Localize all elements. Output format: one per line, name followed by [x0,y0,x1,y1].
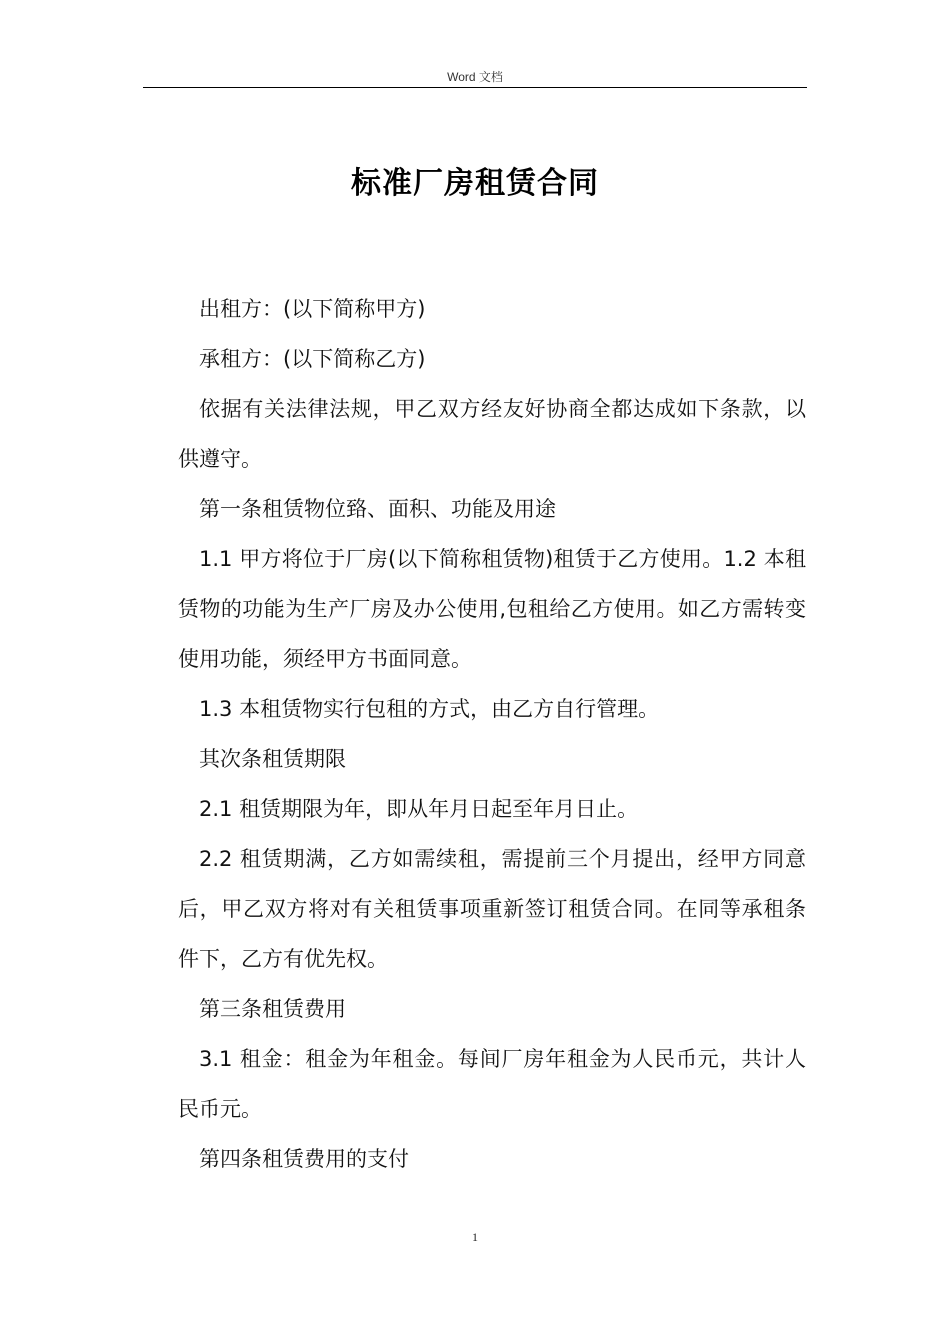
header-divider [143,87,807,88]
document-title: 标准厂房租赁合同 [351,166,599,201]
section-heading-4: 第四条租赁费用的支付 [199,1147,409,1171]
paragraph-clause-2-2: 2.2 租赁期满，乙方如需续租，需提前三个月提出，经甲方同意后，甲乙双方将对有关租赁事项重新签订租赁合同。在同等承租条件下，乙方有优先权。 [178,847,806,971]
paragraph-clause-1-3: 1.3 本租赁物实行包租的方式，由乙方自行管理。 [199,697,660,721]
page-number: 1 [472,1230,478,1244]
paragraph-lessor: 出租方：(以下简称甲方) [199,297,426,321]
paragraph-lessee: 承租方：(以下简称乙方) [199,347,426,371]
page-header-label: Word 文档 [447,70,503,84]
paragraph-clause-2-1: 2.1 租赁期限为年，即从年月日起至年月日止。 [199,797,639,821]
section-heading-1: 第一条租赁物位臵、面积、功能及用途 [199,497,556,521]
paragraph-preamble: 依据有关法律法规，甲乙双方经友好协商全都达成如下条款，以供遵守。 [178,397,806,471]
paragraph-clause-1-1: 1.1 甲方将位于厂房(以下简称租赁物)租赁于乙方使用。1.2 本租赁物的功能为生产厂房及办公使用,包租给乙方使用。如乙方需转变使用功能，须经甲方书面同意。 [178,547,806,671]
document-body [178,284,806,1184]
paragraph-clause-3-1: 3.1 租金：租金为年租金。每间厂房年租金为人民币元，共计人民币元。 [178,1047,806,1121]
section-heading-3: 第三条租赁费用 [199,997,346,1021]
section-heading-2: 其次条租赁期限 [199,747,346,771]
